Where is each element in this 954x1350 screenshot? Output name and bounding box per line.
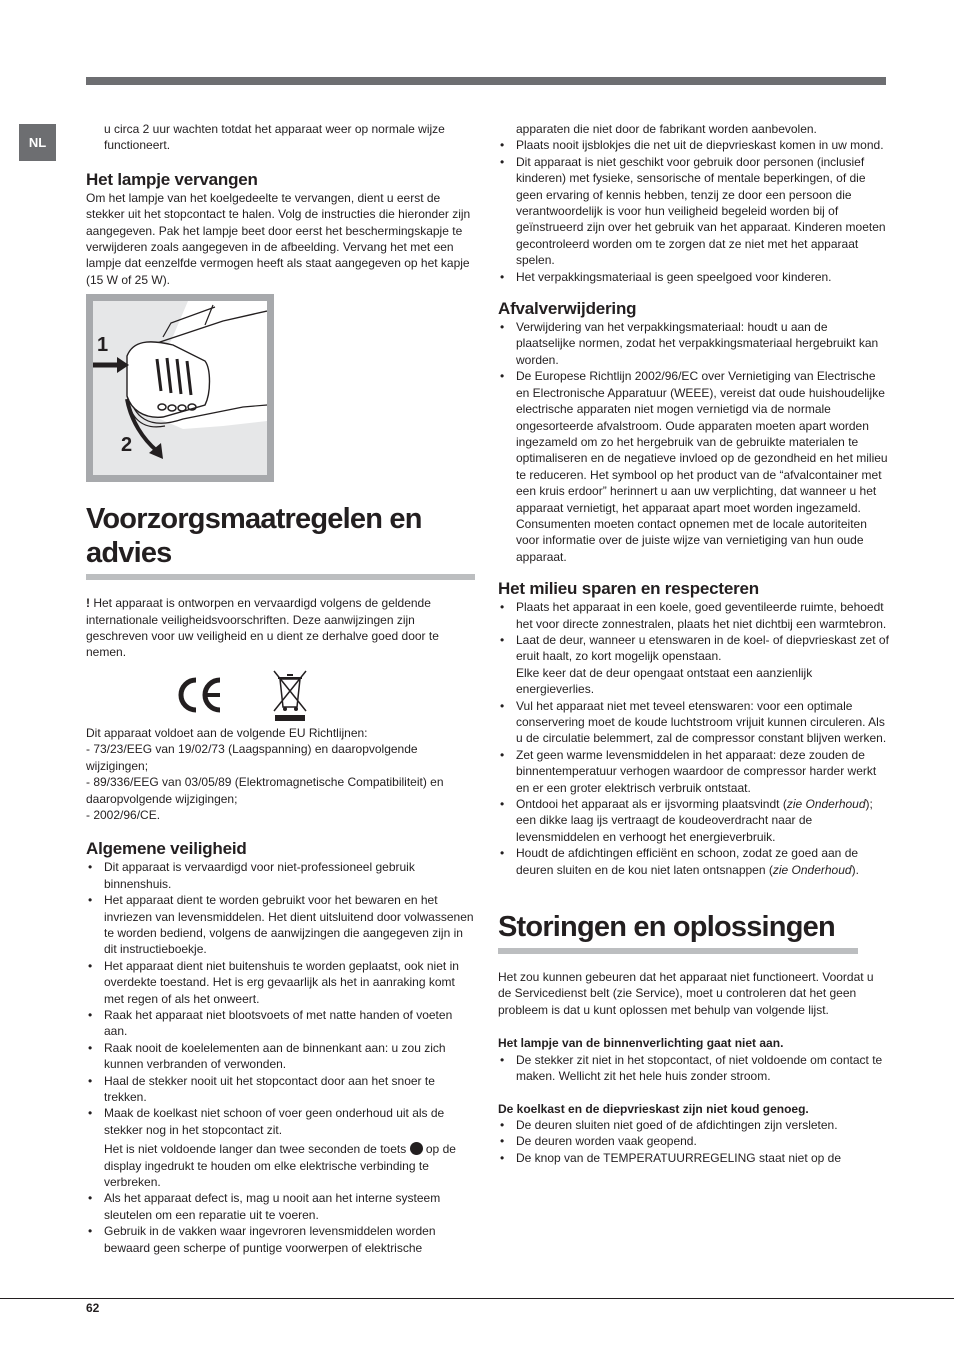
list-item: • De knop van de TEMPERATUURREGELING staat niet op de	[498, 1150, 890, 1166]
env-seals-a: Houdt de afdichtingen efficiënt en schoon, zodat ze goed aan de deuren sluiten en de kou niet laten ontsnappen (	[516, 846, 859, 877]
disposal-heading: Afvalverwijdering	[498, 299, 637, 319]
page-number: 62	[86, 1301, 100, 1315]
list-item: • Zet geen warme levensmiddelen in het apparaat: deze zouden de binnentemperatuur verhogen waardoor de compressor harder werkt en er een groter elektrisch verbruik ontstaat.	[498, 747, 890, 796]
problem-heading: De koelkast en de diepvrieskast zijn niet koud genoeg.	[498, 1101, 809, 1116]
list-item: • Als het apparaat defect is, mag u nooit aan het interne systeem sleutelen om een reparatie uit te voeren.	[86, 1190, 478, 1223]
ce-mark-icon	[176, 676, 224, 714]
env-defrost-b: ); een dikke laag ijs vertraagt de koudeoverdracht naar de levensmiddelen en verhoogt het energieverbruik.	[516, 797, 873, 844]
list-item: • Plaats het apparaat in een koele, goed geventileerde ruimte, behoedt het voor directe zonnestralen, plaats het niet dichtbij een warmtebron.	[498, 599, 890, 632]
list-item: • Het verpakkingsmateriaal is geen speelgoed voor kinderen.	[498, 269, 890, 285]
directive-line: - 89/336/EEG van 03/05/89 (Elektromagnetische Compatibiliteit) en daaropvolgende wijzigingen;	[86, 775, 444, 806]
list-item: • Dit apparaat is vervaardigd voor niet-professioneel gebruik binnenshuis.	[86, 859, 478, 892]
safety-list	[86, 859, 478, 1138]
troubleshooting-rule	[498, 948, 858, 954]
list-item: • Gebruik in de vakken waar ingevroren levensmiddelen worden bewaard geen scherpe of puntige voorwerpen of elektrische	[86, 1223, 478, 1256]
intro-text: u circa 2 uur wachten totdat het apparaat weer op normale wijze functioneert.	[104, 122, 445, 153]
lamp-figure	[86, 294, 274, 482]
list-item: • Haal de stekker nooit uit het stopcontact door aan het snoer te trekken.	[86, 1073, 478, 1106]
warning-paragraph	[86, 595, 478, 661]
safety-note-before: Het is niet voldoende langer dan twee seconden de toets	[104, 1142, 410, 1157]
list-item: • Plaats nooit ijsblokjes die net uit de diepvrieskast komen in uw mond.	[498, 137, 890, 153]
lamp-illustration	[93, 301, 267, 475]
safety-heading: Algemene veiligheid	[86, 839, 247, 859]
figure-label-1: 1	[97, 334, 109, 357]
troubleshooting-title: Storingen en oplossingen	[498, 911, 835, 944]
env-defrost-ref: zie Onderhoud	[786, 797, 866, 812]
list-item: • Maak de koelkast niet schoon of voer geen onderhoud uit als de stekker nog in het stopcontact zit.	[86, 1105, 478, 1138]
continuation-text: apparaten die niet door de fabrikant worden aanbevolen.	[516, 122, 817, 136]
problem-heading: Het lampje van de binnenverlichting gaat niet aan.	[498, 1036, 784, 1051]
footer-rule	[0, 1298, 954, 1299]
precautions-title: Voorzorgsmaatregelen en advies	[86, 503, 422, 570]
directives	[86, 725, 478, 823]
disposal-list	[498, 319, 890, 565]
certification-marks	[176, 667, 478, 723]
problem-list	[498, 1117, 890, 1166]
list-item	[498, 632, 890, 698]
safety-note-after: op de display ingedrukt te houden om elke elektrische verbinding te verbreken.	[104, 1142, 456, 1190]
env-seals-ref: zie Onderhoud	[772, 862, 852, 877]
list-item	[498, 845, 890, 878]
left-column	[86, 121, 478, 1256]
list-item: • Verwijdering van het verpakkingsmateriaal: houdt u aan de plaatselijke normen, zodat het verpakkingsmateriaal hergebruikt kan worden.	[498, 319, 890, 368]
language-tab-label: NL	[28, 135, 47, 150]
env-defrost-a: Ontdooi het apparaat als er ijsvorming plaatsvindt (	[516, 797, 787, 812]
power-button-icon	[410, 1142, 423, 1155]
safety-list-continued	[498, 137, 890, 285]
env-door-note: Elke keer dat de deur opengaat ontstaat een aanzienlijk energieverlies.	[516, 665, 813, 697]
right-column	[498, 121, 890, 1166]
lamp-heading: Het lampje vervangen	[86, 169, 258, 189]
safety-list-2	[86, 1190, 478, 1256]
safety-note	[86, 1141, 478, 1190]
list-item: • Raak nooit de koelelementen aan de binnenkant aan: u zou zich kunnen verbranden of verwonden.	[86, 1040, 478, 1073]
list-item: • Raak het apparaat niet blootsvoets of met natte handen of voeten aan.	[86, 1007, 478, 1040]
weee-consumer-text: Consumenten moeten contact opnemen met de locale autoriteiten voor informatie over de juiste wijze van vernietiging van hun oude apparaat.	[516, 516, 867, 564]
header-bar	[86, 77, 886, 85]
warning-text: Het apparaat is ontworpen en vervaardigd volgens de geldende internationale veiligheidsvoorschriften. Deze aanwijzingen zijn geschreven voor uw veiligheid en u dient ze derhalve goed door te nemen.	[86, 596, 439, 660]
directive-line: Dit apparaat voldoet aan de volgende EU Richtlijnen:	[86, 725, 368, 740]
weee-bin-icon	[272, 669, 308, 721]
environment-heading: Het milieu sparen en respecteren	[498, 579, 759, 599]
env-seals-b: ).	[851, 862, 859, 877]
list-item: • Vul het apparaat niet met teveel etenswaren: voor een optimale conservering moet de koude luchtstroom vrijuit kunnen circuleren. Als u de circulatie belemmert, zal de compressor constant blijven werken.	[498, 698, 890, 747]
list-item: • De deuren worden vaak geopend.	[498, 1133, 890, 1149]
environment-list	[498, 599, 890, 878]
list-item	[498, 796, 890, 845]
directive-line: - 73/23/EEG van 19/02/73 (Laagspanning) en daaropvolgende wijzigingen;	[86, 742, 418, 773]
troubleshooting-intro: Het zou kunnen gebeuren dat het apparaat niet functioneert. Voordat u de Servicedienst belt (zie Service), moet u controleren dat het geen probleem is dat u kunt oplossen met behulp van volgende lijst.	[498, 970, 874, 1017]
weee-text: De Europese Richtlijn 2002/96/EC over Vernietiging van Electrische en Electronische Apparatuur (WEEE), vereist dat oude huishoudelijke electrische apparaten niet mogen vernietigd via de normale ongesorteerde afvalstroom. Oude apparaten moeten apart worden ingezameld om zo het hergebruik van de gebruikte materialen te optimaliseren en de negatieve invloed op de gezondheid en het milieu te reduceren. Het symbool op het product van de “afvalcontainer met een kruis erdoor” herinnert u aan uw verplichting, dat wanneer u het apparaat vernietigt, het apparaat apart moet worden ingezameld.	[516, 369, 888, 515]
language-tab	[19, 124, 56, 161]
directive-line: - 2002/96/CE.	[86, 807, 161, 822]
warning-icon: !	[86, 596, 90, 611]
list-item: • Dit apparaat is niet geschikt voor gebruik door personen (inclusief kinderen) met fysieke, sensorische of mentale beperkingen, of die geen ervaring of kennis hebben, tenzij ze door een persoon die verantwoordelijk is voor hun veiligheid begeleid worden bij of geïnstrueerd zijn over het gebruik van het apparaat. Kinderen moeten gecontroleerd worden om te zorgen dat ze niet met het apparaat spelen.	[498, 154, 890, 269]
precautions-rule	[86, 574, 475, 580]
list-item: • De deuren sluiten niet goed of de afdichtingen zijn versleten.	[498, 1117, 890, 1133]
list-item: • De stekker zit niet in het stopcontact, of niet voldoende om contact te maken. Wellicht zit het hele huis zonder stroom.	[498, 1052, 890, 1085]
env-door-text: Laat de deur, wanneer u etenswaren in de koel- of diepvrieskast zet of eruit haalt, zo kort mogelijk openstaan.	[516, 632, 889, 664]
list-item: • Het apparaat dient niet buitenshuis te worden geplaatst, ook niet in overdekte toestand. Het is erg gevaarlijk als het in aanraking komt met regen of als het onweert.	[86, 958, 478, 1007]
list-item: • Het apparaat dient te worden gebruikt voor het bewaren en het invriezen van levensmiddelen. Het dient uitsluitend door volwassenen te worden bediend, volgens de aanwijzingen die aangegeven zijn in dit instructieboekje.	[86, 892, 478, 958]
list-item	[498, 368, 890, 565]
figure-label-2: 2	[121, 434, 133, 457]
lamp-figure-inner	[93, 301, 267, 475]
problem-list	[498, 1052, 890, 1085]
lamp-text: Om het lampje van het koelgedeelte te vervangen, dient u eerst de stekker uit het stopcontact te halen. Volg de instructies die hieronder zijn aangegeven. Pak het lampje beet door eerst het beschermingskapje te verwijderen zoals aangegeven in de afbeelding. Vervang het met een lampje dat eenzelfde vermogen heeft als staat aangegeven op het kapje (15 W of 25 W).	[86, 190, 471, 287]
